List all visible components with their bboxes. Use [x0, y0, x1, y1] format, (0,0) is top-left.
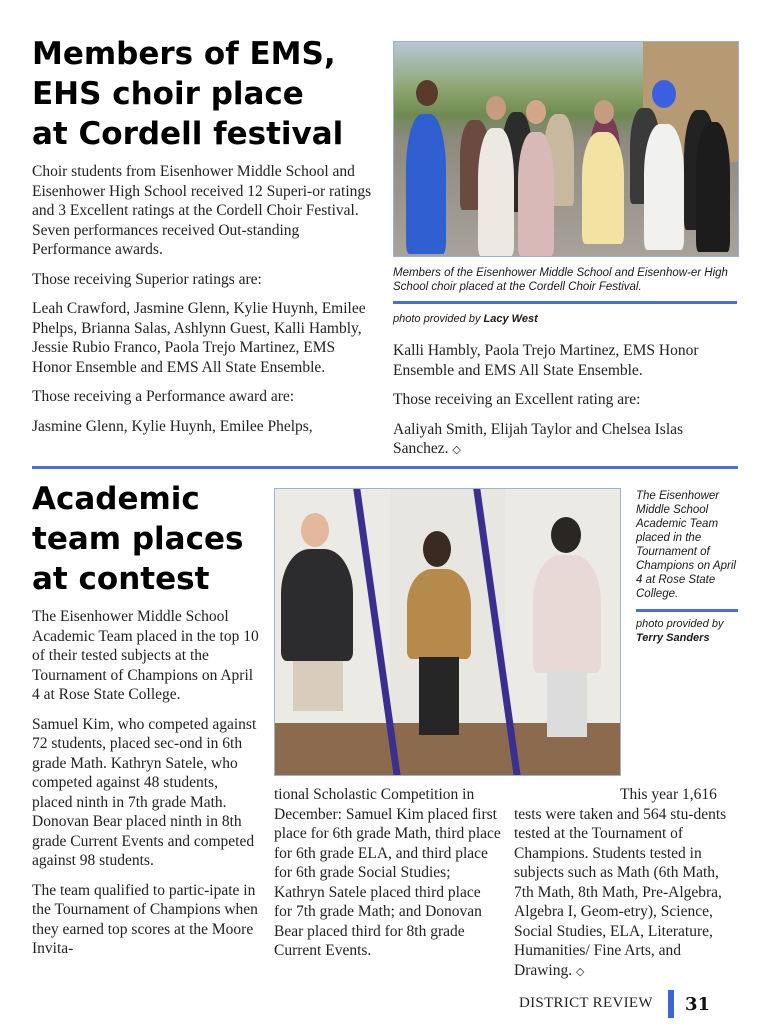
credit-name: Lacy West [483, 313, 538, 325]
article2-headline [32, 479, 267, 599]
article1-headline-line: EHS choir place [32, 76, 304, 112]
article2-column-2 [274, 785, 502, 971]
paragraph: tional Scholastic Competition in December: Samuel Kim placed first place for 6th grade Math, third place for 6th grade ELA, and third place for 6th grade Social Studies; Kathryn Satele placed third place for 7th grade Math; and Donovan Bear placed third for 8th grade Current Events. [274, 786, 501, 959]
credit-name: Terry Sanders [636, 632, 710, 644]
publication-name: DISTRICT REVIEW [519, 995, 653, 1011]
paragraph: Choir students from Eisenhower Middle School and Eisenhower High School received 12 Superi-or ratings and 3 Excellent ratings at the Cordell Choir Festival. Seven performances received Out-standing Performance awards. [32, 163, 372, 258]
academic-photo-credit [636, 617, 741, 645]
end-mark-icon: ◇ [576, 964, 585, 978]
paragraph: Those receiving Superior ratings are: [32, 270, 262, 288]
academic-team-photo [274, 488, 621, 776]
choir-photo [393, 41, 739, 257]
article2-column-3 [514, 785, 738, 991]
paragraph [393, 420, 737, 460]
page-number: 31 [685, 994, 711, 1015]
paragraph: The Eisenhower Middle School Academic Team placed in the top 10 of their tested subjects at the Tournament of Champions on April 4 at Rose State College. [32, 608, 259, 703]
paragraph: The team qualified to partic-ipate in the Tournament of Champions when they earned top scores at the Moore Invita- [32, 881, 258, 957]
paragraph: Those receiving a Performance award are: [32, 388, 295, 405]
paragraph [514, 785, 738, 981]
credit-prefix: photo provided by [636, 618, 724, 630]
choir-photo-credit [393, 312, 737, 326]
article1-column-2 [393, 341, 737, 470]
credit-prefix: photo provided by [393, 313, 481, 325]
paragraph: Leah Crawford, Jasmine Glenn, Kylie Huynh, Emilee Phelps, Brianna Salas, Ashlynn Guest, Kalli Hambly, Jessie Rubio Franco, Paola Trejo Martinez, EMS Honor Ensemble and EMS All State Ensemble. [32, 300, 366, 376]
paragraph-text: Aaliyah Smith, Elijah Taylor and Chelsea Islas Sanchez. [393, 420, 684, 457]
article1-headline-line: at Cordell festival [32, 116, 344, 152]
article2-column-1 [32, 607, 260, 969]
article2-headline-line: team places [32, 521, 244, 557]
choir-caption-rule [393, 301, 737, 304]
footer-accent-bar [668, 990, 674, 1018]
section-divider [32, 466, 738, 469]
article2-headline-line: at contest [32, 561, 210, 597]
article1-column-1 [32, 162, 377, 446]
end-mark-icon: ◇ [452, 443, 461, 456]
paragraph: Jasmine Glenn, Kylie Huynh, Emilee Phelps, [32, 417, 313, 435]
article2-headline-line: Academic [32, 481, 200, 517]
choir-photo-caption: Members of the Eisenhower Middle School and Eisenhow-er High School choir placed at the Cordell Choir Festival. [393, 267, 728, 293]
paragraph-text: This year 1,616 tests were taken and 564 stu-dents tested at the Tournament of Champions. Students tested in subjects such as Math (6th Math, 7th Math, 8th Math, Pre-Algebra, Algebra I, Geom-etry), Science, Social Studies, ELA, Literature, Humanities/ Fine Arts, and Drawing. [514, 786, 727, 979]
academic-caption-rule [636, 609, 738, 612]
article1-headline [32, 34, 382, 154]
paragraph: Kalli Hambly, Paola Trejo Martinez, EMS Honor Ensemble and EMS All State Ensemble. [393, 342, 699, 379]
paragraph: Samuel Kim, who competed against 72 students, placed sec-ond in 6th grade Math. Kathryn Satele, who competed against 48 students, placed ninth in 7th grade Math. Donovan Bear placed ninth in 8th grade Current Events and competed against 98 students. [32, 715, 257, 869]
article1-headline-line: Members of EMS, [32, 36, 336, 72]
paragraph: Those receiving an Excellent rating are: [393, 391, 641, 408]
academic-photo-caption: The Eisenhower Middle School Academic Team placed in the Tournament of Champions on April 4 at Rose State College. [636, 490, 736, 600]
